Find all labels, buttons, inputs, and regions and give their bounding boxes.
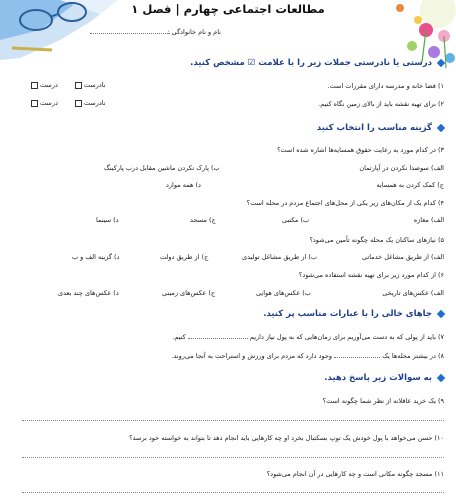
q5-option-b[interactable]: ب) از طریق مشاغل تولیدی bbox=[242, 253, 318, 261]
page-title: مطالعات اجتماعی چهارم | فصل ۱ bbox=[131, 2, 325, 16]
checkbox-icon[interactable] bbox=[31, 100, 38, 107]
diamond-bullet-icon bbox=[437, 59, 445, 67]
q5-option-c[interactable]: ج) از طریق دولت bbox=[160, 253, 209, 261]
question-11: ۱۱) مسجد چگونه مکانی است و چه کارهایی در آن انجام می‌شود؟ bbox=[266, 470, 444, 478]
q6-option-b[interactable]: ب) عکس‌های هوایی bbox=[256, 289, 311, 297]
q5-option-d[interactable]: د) گزینه الف و ب bbox=[72, 253, 120, 261]
section-answer-heading: به سوالات زیر پاسخ دهید. bbox=[324, 373, 444, 383]
q6-option-a[interactable]: الف) عکس‌های تاریخی bbox=[382, 289, 444, 297]
question-10: ۱۰) حسن می‌خواهد با پول خودش یک توپ بسکتبال بخرد او چه کارهایی باید انجام دهد تا بتواند به خواسته خود برسد؟ bbox=[129, 434, 444, 442]
question-5: ۵) نیازهای ساکنان یک محله چگونه تأمین می‌شود؟ bbox=[309, 236, 444, 244]
question-1: ۱) فضا خانه و مدرسه دارای مقررات است. bbox=[327, 82, 444, 90]
answer-line-11[interactable] bbox=[22, 492, 444, 493]
checkbox-icon[interactable] bbox=[31, 82, 38, 89]
question-2: ۲) برای تهیه نقشه باید از بالای زمین نگاه کنیم. bbox=[318, 100, 444, 108]
section-multiple-choice-heading: گزینه مناسب را انتخاب کنید bbox=[317, 123, 444, 133]
q4-option-c[interactable]: ج) مسجد bbox=[190, 216, 216, 224]
question-6: ۶) از کدام مورد زیر برای تهیه نقشه استفاده می‌شود؟ bbox=[298, 271, 444, 279]
q3-option-a[interactable]: الف) سوصدا نکردن در آپارتمان bbox=[359, 164, 444, 172]
q6-option-d[interactable]: د) عکس‌های چند بعدی bbox=[58, 289, 119, 297]
question-8: ۸) در بیشتر محله‌ها یک وجود دارد که مردم برای ورزش و استراحت به آنجا می‌روند. bbox=[171, 352, 444, 360]
question-4: ۴) کدام یک از مکان‌های زیر یکی از محل‌های اجتماع مردم در محله است؟ bbox=[246, 199, 444, 207]
tf-options-2 bbox=[28, 99, 106, 107]
q4-option-b[interactable]: ب) مکتبی bbox=[282, 216, 310, 224]
q4-option-d[interactable]: د) سینما bbox=[96, 216, 119, 224]
name-label: نام و نام خانوادگی : bbox=[167, 28, 221, 36]
false-option-2[interactable]: نادرست bbox=[72, 99, 106, 107]
q3-option-b[interactable]: ب) پارک نکردن ماشین مقابل درب پارکینگ bbox=[104, 164, 220, 172]
q3-option-c[interactable]: ج) کمک کردن به همسایه bbox=[376, 181, 444, 189]
answer-line-10[interactable] bbox=[22, 457, 444, 458]
false-option-1[interactable]: نادرست bbox=[72, 81, 106, 89]
q5-option-a[interactable]: الف) از طریق مشاغل خدماتی bbox=[362, 253, 444, 261]
true-option-2[interactable]: درست bbox=[28, 99, 58, 107]
tf-options-1 bbox=[28, 81, 106, 89]
question-7: ۷) باید از پولی که به دست می‌آوریم برای زمان‌هایی که به پول نیاز داریم کنیم. bbox=[172, 333, 444, 341]
diamond-bullet-icon bbox=[437, 374, 445, 382]
q4-option-a[interactable]: الف) مغازه bbox=[413, 216, 444, 224]
q3-option-d[interactable]: د) همه موارد bbox=[166, 181, 201, 189]
section-fill-blanks-heading: جاهای خالی را با عبارات مناسب پر کنید. bbox=[263, 309, 444, 319]
diamond-bullet-icon bbox=[437, 124, 445, 132]
answer-line-9[interactable] bbox=[22, 420, 444, 421]
true-option-1[interactable]: درست bbox=[28, 81, 58, 89]
checkbox-icon[interactable] bbox=[75, 100, 82, 107]
q6-option-c[interactable]: ج) عکس‌های زمینی bbox=[162, 289, 216, 297]
section-true-false-heading: درستی یا نادرستی جملات زیر را با علامت ☑ مشخص کنید. bbox=[190, 58, 444, 68]
question-3: ۳) در کدام مورد به رعایت حقوق همسایه‌ها اشاره شده است؟ bbox=[277, 146, 444, 154]
question-9: ۹) یک خرید عاقلانه از نظر شما چگونه است؟ bbox=[322, 397, 444, 405]
name-input-line[interactable] bbox=[90, 33, 170, 34]
diamond-bullet-icon bbox=[437, 310, 445, 318]
checkbox-icon[interactable] bbox=[75, 82, 82, 89]
blank-7[interactable] bbox=[188, 338, 248, 339]
blank-8[interactable] bbox=[334, 357, 380, 358]
